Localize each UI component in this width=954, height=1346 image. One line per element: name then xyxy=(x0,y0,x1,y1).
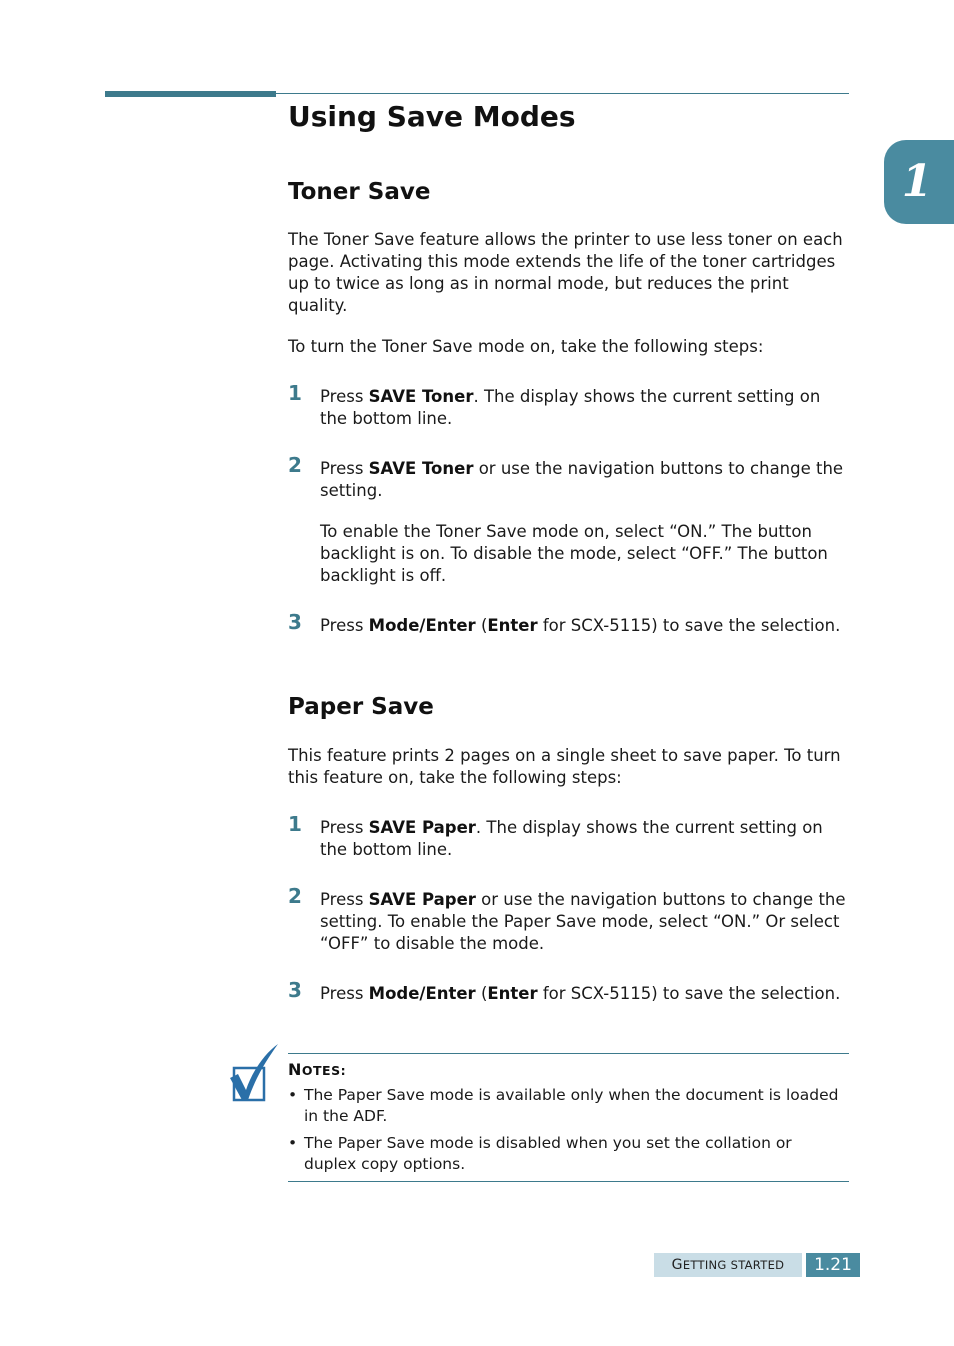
header-rule-thick xyxy=(105,91,276,97)
paper-save-intro: This feature prints 2 pages on a single sheet to save paper. To turn this feature on, take the following steps: xyxy=(288,746,841,787)
footer-page-number: 1.21 xyxy=(806,1253,860,1277)
step-number: 1 xyxy=(288,381,302,405)
toner-save-intro: The Toner Save feature allows the printer to use less toner on each page. Activating this mode extends the life of the toner cartridges up to twice as long as in normal mode, but reduces the print quality. xyxy=(288,230,843,315)
notes-top-rule xyxy=(288,1053,849,1054)
step-text: Press SAVE Toner or use the navigation buttons to change the setting. xyxy=(320,459,844,500)
note-item: • The Paper Save mode is available only when the document is loaded in the ADF. xyxy=(288,1086,839,1125)
step-text: Press SAVE Paper or use the navigation buttons to change the setting. To enable the Paper Save mode, select “ON.” Or select “OFF” to disable the mode. xyxy=(320,890,846,953)
step-text: Press SAVE Toner. The display shows the current setting on the bottom line. xyxy=(320,387,821,428)
notes-title: NOTES: xyxy=(288,1060,347,1079)
step-text: Press Mode/Enter (Enter for SCX-5115) to save the selection. xyxy=(320,616,841,635)
step-number: 1 xyxy=(288,812,302,836)
toner-save-heading: Toner Save xyxy=(288,179,431,205)
toner-save-lead: To turn the Toner Save mode on, take the following steps: xyxy=(288,337,764,356)
note-item: • The Paper Save mode is disabled when you set the collation or duplex copy options. xyxy=(288,1134,792,1173)
step-number: 3 xyxy=(288,610,302,634)
page-title: Using Save Modes xyxy=(288,100,576,133)
step-text: Press SAVE Paper. The display shows the current setting on the bottom line. xyxy=(320,818,823,859)
checkmark-note-icon xyxy=(226,1042,280,1106)
footer-section-label: GETTING STARTED xyxy=(654,1253,802,1277)
header-rule-thin xyxy=(276,93,849,94)
paper-save-heading: Paper Save xyxy=(288,694,434,720)
step-number: 2 xyxy=(288,453,302,477)
toner-step-2-detail: To enable the Toner Save mode on, select “ON.” The button backlight is on. To disable the mode, select “OFF.” The button backlight is off. xyxy=(320,522,828,585)
notes-bottom-rule xyxy=(288,1181,849,1182)
chapter-tab: 1 xyxy=(884,140,954,224)
step-text: Press Mode/Enter (Enter for SCX-5115) to save the selection. xyxy=(320,984,841,1003)
step-number: 2 xyxy=(288,884,302,908)
step-number: 3 xyxy=(288,978,302,1002)
